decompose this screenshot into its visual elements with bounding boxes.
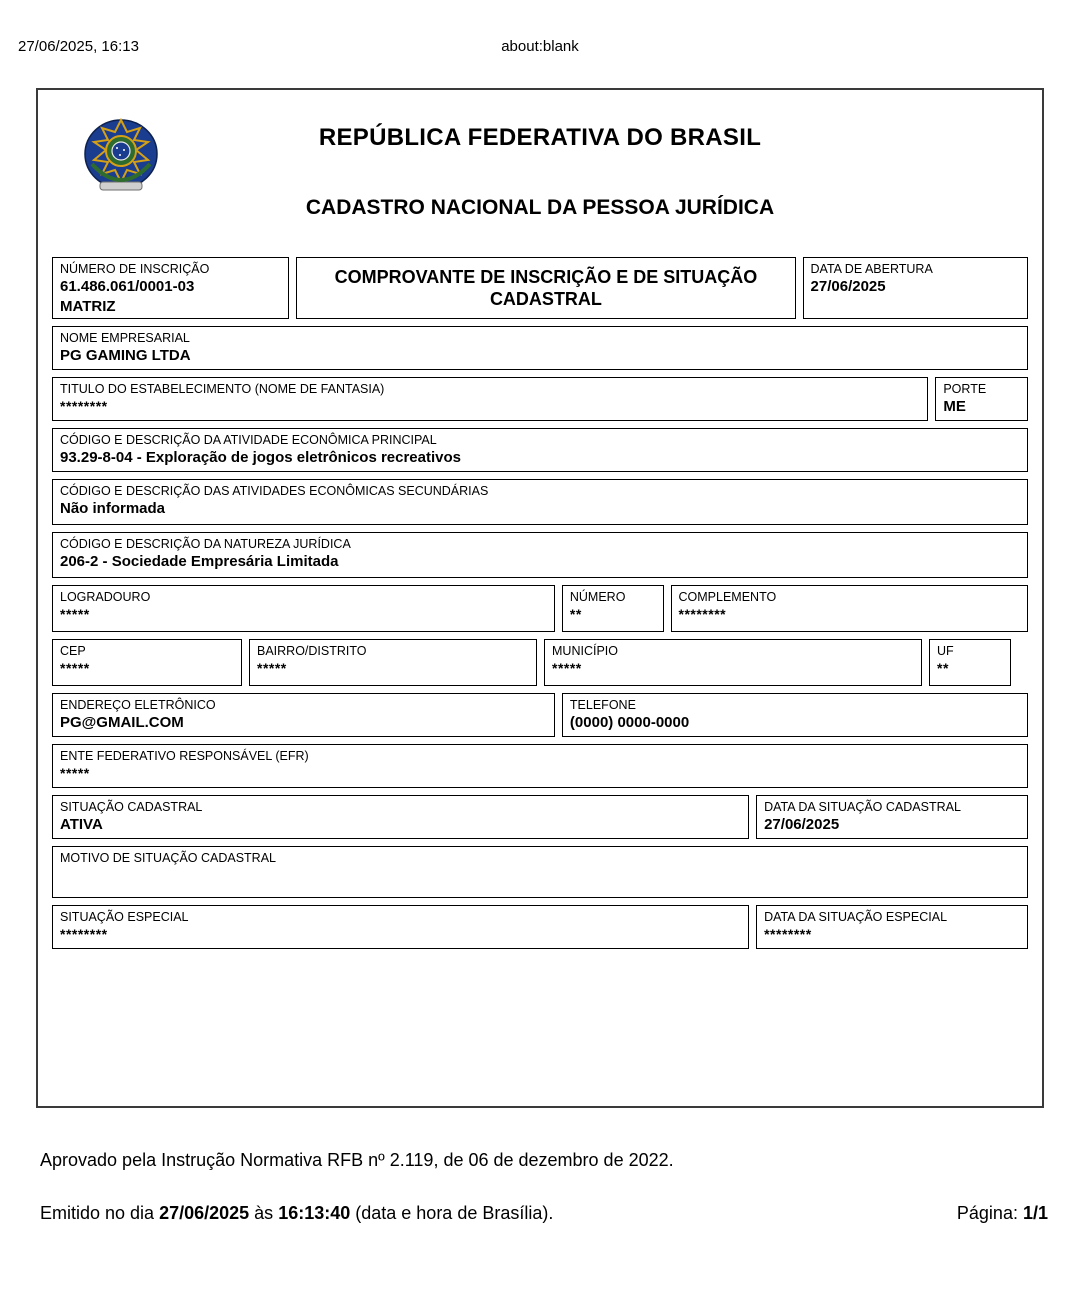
label-atividades-secundarias: CÓDIGO E DESCRIÇÃO DAS ATIVIDADES ECONÔMICAS SECUNDÁRIAS <box>60 484 489 498</box>
label-situacao-especial: SITUAÇÃO ESPECIAL <box>60 910 189 924</box>
label-endereco-eletronico: ENDEREÇO ELETRÔNICO <box>60 698 216 712</box>
value-tipo-estabelecimento: MATRIZ <box>60 298 116 315</box>
field-logradouro <box>52 585 555 632</box>
page-title-country: REPÚBLICA FEDERATIVA DO BRASIL <box>318 124 762 151</box>
label-numero-inscricao: NÚMERO DE INSCRIÇÃO <box>60 262 210 276</box>
field-numero-inscricao <box>52 257 289 319</box>
value-endereco-eletronico: PG@GMAIL.COM <box>60 714 184 731</box>
print-url: about:blank <box>501 38 579 55</box>
label-natureza-juridica: CÓDIGO E DESCRIÇÃO DA NATUREZA JURÍDICA <box>60 537 351 551</box>
footer-emitido <box>40 1203 553 1224</box>
value-porte: ME <box>943 398 966 415</box>
value-cep: ***** <box>60 660 90 676</box>
value-uf: ** <box>937 660 949 676</box>
label-porte: PORTE <box>943 382 987 396</box>
value-nome-empresarial: PG GAMING LTDA <box>60 347 191 364</box>
row-cnae-secundaria <box>52 479 1028 525</box>
footer-emitido-date: 27/06/2025 <box>159 1203 250 1223</box>
label-complemento: COMPLEMENTO <box>678 590 777 604</box>
label-atividade-principal: CÓDIGO E DESCRIÇÃO DA ATIVIDADE ECONÔMICA PRINCIPAL <box>60 433 437 447</box>
print-date: 27/06/2025, 16:13 <box>18 38 139 55</box>
footer-emitido-mid: às <box>249 1203 279 1223</box>
page-title-registry: CADASTRO NACIONAL DA PESSOA JURÍDICA <box>305 196 775 219</box>
field-atividade-principal <box>52 428 1028 472</box>
field-uf <box>929 639 1011 686</box>
footer-emitido-prefix: Emitido no dia <box>40 1203 160 1223</box>
field-motivo-situacao <box>52 846 1028 898</box>
field-data-situacao-cadastral <box>756 795 1028 839</box>
label-numero: NÚMERO <box>569 590 626 604</box>
label-cep: CEP <box>60 644 86 658</box>
value-numero-inscricao: 61.486.061/0001-03 <box>60 278 195 295</box>
row-situacao-cadastral <box>52 795 1028 839</box>
row-situacao-especial <box>52 905 1028 949</box>
field-numero <box>562 585 664 632</box>
label-data-situacao-especial: DATA DA SITUAÇÃO ESPECIAL <box>764 910 948 924</box>
value-natureza-juridica: 206-2 - Sociedade Empresária Limitada <box>60 553 339 570</box>
field-complemento <box>671 585 1029 632</box>
label-municipio: MUNICÍPIO <box>552 644 618 658</box>
row-natureza-juridica <box>52 532 1028 578</box>
brasao-republica-icon <box>82 116 160 198</box>
field-situacao-especial <box>52 905 749 949</box>
value-bairro: ***** <box>257 660 287 676</box>
value-situacao-especial: ******** <box>60 926 108 942</box>
field-bairro <box>249 639 537 686</box>
field-titulo-estabelecimento <box>52 377 928 421</box>
field-ente-federativo <box>52 744 1028 788</box>
label-situacao-cadastral: SITUAÇÃO CADASTRAL <box>60 800 203 814</box>
label-titulo-estabelecimento: TITULO DO ESTABELECIMENTO (NOME DE FANTASIA) <box>60 382 385 396</box>
footer-emitido-suffix: (data e hora de Brasília). <box>350 1203 554 1223</box>
label-ente-federativo: ENTE FEDERATIVO RESPONSÁVEL (EFR) <box>60 749 309 763</box>
label-logradouro: LOGRADOURO <box>60 590 151 604</box>
row-efr <box>52 744 1028 788</box>
field-situacao-cadastral <box>52 795 749 839</box>
field-nome-empresarial <box>52 326 1028 370</box>
value-logradouro: ***** <box>60 606 90 622</box>
field-data-abertura <box>803 257 1028 319</box>
value-telefone: (0000) 0000-0000 <box>569 714 690 731</box>
row-cnae-principal <box>52 428 1028 472</box>
value-numero: ** <box>569 606 582 622</box>
footer-aprovado: Aprovado pela Instrução Normativa RFB nº 2.119, de 06 de dezembro de 2022. <box>40 1150 674 1170</box>
row-inscricao <box>52 257 1028 319</box>
label-nome-empresarial: NOME EMPRESARIAL <box>60 331 190 345</box>
label-uf: UF <box>937 644 954 658</box>
row-endereco-2 <box>52 639 1028 686</box>
document-header <box>52 100 1028 250</box>
value-complemento: ******** <box>678 606 727 622</box>
field-telefone <box>562 693 1028 737</box>
field-cep <box>52 639 242 686</box>
footer-pagina-label: Página: <box>956 1203 1023 1223</box>
value-atividade-principal: 93.29-8-04 - Exploração de jogos eletrônicos recreativos <box>60 449 462 466</box>
value-situacao-cadastral: ATIVA <box>60 816 103 833</box>
field-comprovante-title <box>296 257 795 319</box>
field-natureza-juridica <box>52 532 1028 578</box>
value-atividades-secundarias: Não informada <box>60 500 166 517</box>
field-endereco-eletronico <box>52 693 555 737</box>
value-municipio: ***** <box>552 660 582 676</box>
value-data-situacao-cadastral: 27/06/2025 <box>764 816 840 833</box>
label-telefone: TELEFONE <box>569 698 636 712</box>
print-header <box>0 38 1080 58</box>
value-titulo-estabelecimento: ******** <box>60 398 108 414</box>
row-nome-empresarial <box>52 326 1028 370</box>
value-data-situacao-especial: ******** <box>764 926 812 942</box>
label-bairro: BAIRRO/DISTRITO <box>257 644 367 658</box>
field-porte <box>935 377 1028 421</box>
field-atividades-secundarias <box>52 479 1028 525</box>
row-fantasia <box>52 377 1028 421</box>
row-contato <box>52 693 1028 737</box>
value-data-abertura: 27/06/2025 <box>810 278 886 295</box>
footer-emitido-time: 16:13:40 <box>278 1203 351 1223</box>
cnpj-certificate <box>36 88 1044 1108</box>
row-motivo <box>52 846 1028 898</box>
value-ente-federativo: ***** <box>60 765 90 781</box>
value-comprovante-title: COMPROVANTE DE INSCRIÇÃO E DE SITUAÇÃO CADASTRAL <box>334 266 758 309</box>
label-data-situacao-cadastral: DATA DA SITUAÇÃO CADASTRAL <box>764 800 961 814</box>
row-endereco-1 <box>52 585 1028 632</box>
label-motivo-situacao: MOTIVO DE SITUAÇÃO CADASTRAL <box>60 851 277 865</box>
field-data-situacao-especial <box>756 905 1028 949</box>
label-data-abertura: DATA DE ABERTURA <box>810 262 933 276</box>
footer-pagina <box>957 1203 1048 1224</box>
field-municipio <box>544 639 922 686</box>
footer-pagina-value: 1/1 <box>1022 1203 1048 1223</box>
